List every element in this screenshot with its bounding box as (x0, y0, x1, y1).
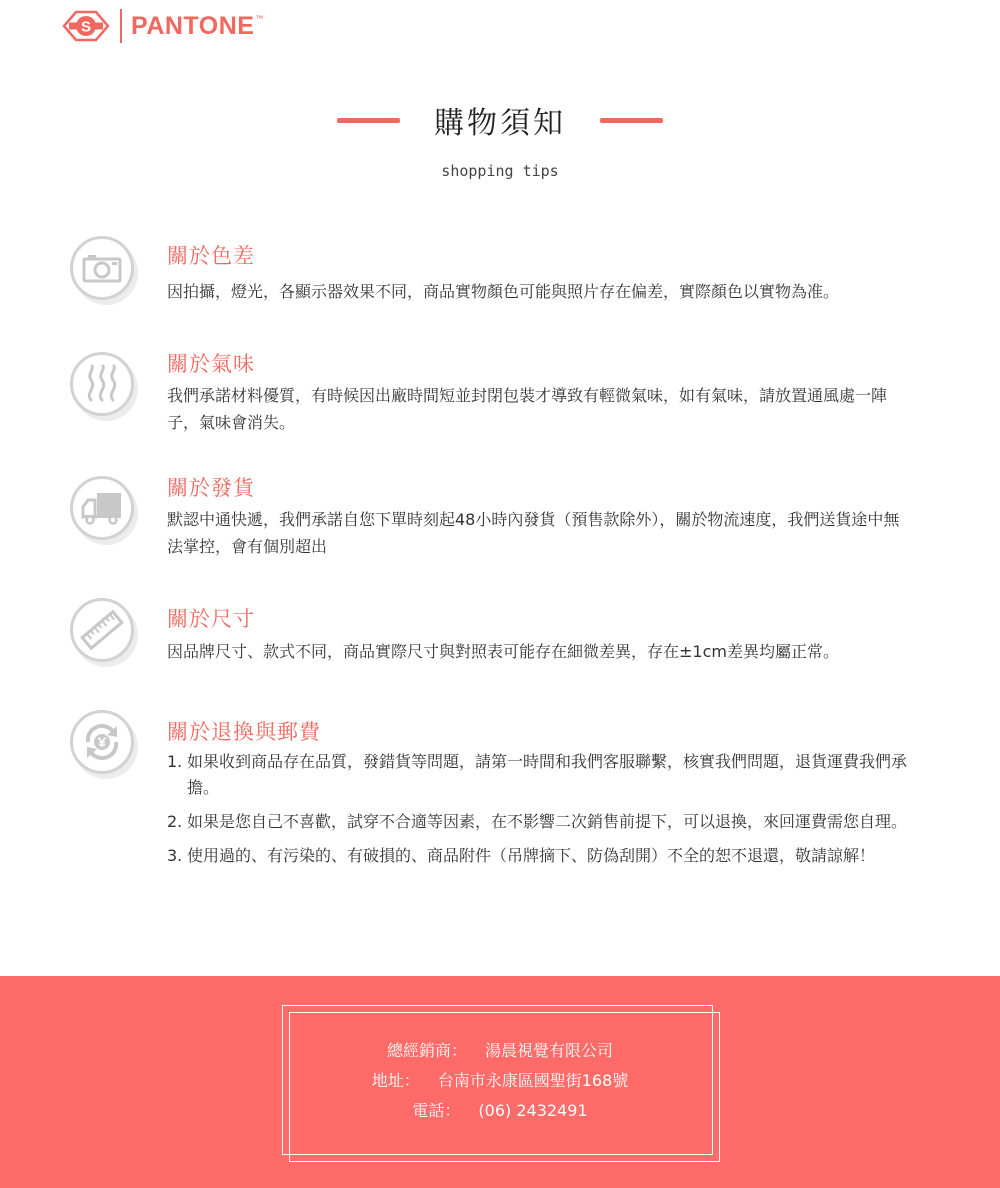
section-size-text: 因品牌尺寸、款式不同，商品實際尺寸與對照表可能存在細微差異，存在±1cm差異均屬正常。 (167, 642, 839, 661)
odor-waves-icon (70, 352, 134, 416)
delivery-truck-icon (70, 476, 134, 540)
title-line-right (600, 118, 663, 123)
page-title-row (0, 98, 1000, 142)
refund-yen-icon (70, 710, 134, 774)
list-item (167, 809, 907, 835)
section-odor-icon-wrap (70, 352, 134, 416)
section-size-title: 關於尺寸 (167, 607, 255, 631)
brand-logo[interactable] (60, 8, 263, 44)
distributor-label: 總經銷商： (386, 1041, 467, 1060)
pantone-emblem-icon (60, 9, 112, 43)
address-value: 台南市永康區國聖街168號 (437, 1071, 629, 1090)
section-odor-text: 我們承諾材料優質，有時候因出廠時間短並封閉包裝才導致有輕微氣味，如有氣味，請放置通風處一陣子，氣味會消失。 (167, 386, 888, 432)
list-item-text: 使用過的、有污染的、有破損的、商品附件（吊牌摘下、防偽刮開）不全的恕不退還，敬請諒解！ (187, 846, 876, 865)
list-item-number: 3. (167, 846, 183, 865)
list-item-text: 如果收到商品存在品質，發錯貨等問題，請第一時間和我們客服聯繫，核實我們問題，退貨運費我們承擔。 (187, 752, 908, 797)
section-returns-title: 關於退換與郵費 (167, 720, 321, 744)
list-item-number: 1. (167, 752, 183, 771)
footer-distributor (0, 1037, 1000, 1067)
footer-address (0, 1067, 1000, 1097)
distributor-value: 湯晨視覺有限公司 (485, 1041, 614, 1060)
section-shipping-title: 關於發貨 (167, 476, 255, 500)
list-item-number: 2. (167, 812, 183, 831)
title-line-left (337, 118, 400, 123)
section-returns-icon-wrap (70, 710, 134, 774)
phone-value[interactable]: (06) 2432491 (478, 1101, 588, 1120)
section-color-title: 關於色差 (167, 244, 255, 268)
section-color-text: 因拍攝，燈光，各顯示器效果不同，商品實物顏色可能與照片存在偏差，實際顏色以實物為准。 (167, 282, 840, 301)
logo-divider (120, 9, 122, 43)
trademark-mark: ™ (255, 14, 264, 23)
section-shipping-icon-wrap (70, 476, 134, 540)
returns-list (167, 749, 907, 877)
page-subtitle: shopping tips (441, 162, 559, 180)
section-odor-title: 關於氣味 (167, 352, 255, 376)
list-item (167, 749, 907, 801)
phone-label: 電話： (412, 1101, 461, 1120)
list-item-text: 如果是您自己不喜歡，試穿不合適等因素，在不影響二次銷售前提下，可以退換，來回運費需您自理。 (187, 812, 908, 831)
footer-contact (0, 1037, 1000, 1127)
footer-phone (0, 1097, 1000, 1127)
svg-text:S: S (80, 18, 92, 36)
section-size-icon-wrap (70, 598, 134, 662)
camera-icon (70, 236, 134, 300)
section-shipping-text: 默認中通快遞，我們承諾自您下單時刻起48小時內發貨（預售款除外），關於物流速度，我們送貨途中無法掌控，會有個別超出 (167, 510, 900, 556)
section-color-icon-wrap (70, 236, 134, 300)
logo-text: PANTONE (131, 11, 255, 40)
page-title: 購物須知 (434, 106, 566, 141)
address-label: 地址： (371, 1071, 420, 1090)
list-item (167, 843, 907, 869)
ruler-icon (70, 598, 134, 662)
